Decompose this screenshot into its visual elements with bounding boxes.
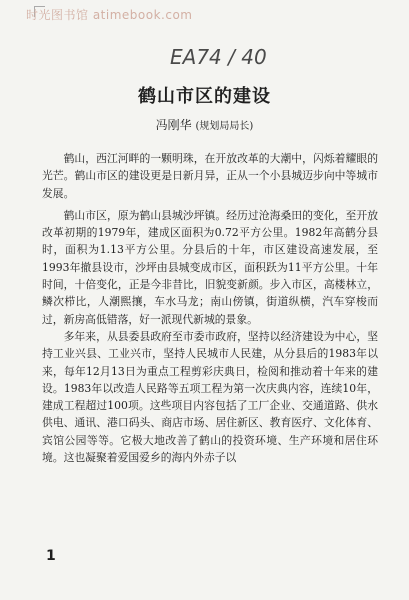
article-title: 鹤山市区的建设 [138, 86, 271, 107]
paragraph-3: 多年来，从县委县政府至市委市政府，坚持以经济建设为中心，坚持工业兴县、工业兴市，坚持人民城市人民建，从分县后的1983年以来，每年12月13日为重点工程剪彩庆典日，检阅和推动着十年来的建设。1983年以改造人民路等五项工程为第一次庆典内容，连续10年，建成工程超过100项。这些项目内容包括了工厂企业、交通道路、供水供电、通讯、港口码头、商店市场、居住新区、教育医疗、文化体育、宾馆公园等等。它极大地改善了鹤山的投资环境、生产环境和居住环境。这也凝聚着爱国爱乡的海内外赤子以 [42, 329, 378, 465]
paragraph-1: 鹤山，西江河畔的一颗明珠，在开放改革的大潮中，闪烁着耀眼的光芒。鹤山市区的建设更是日新月异，正从一个小县城迈步向中等城市发展。 [42, 152, 378, 200]
handwritten-catalog-code [168, 38, 288, 74]
author-line [0, 116, 409, 133]
author-name: 冯刚华 [155, 118, 192, 132]
paragraph-2: 鹤山市区，原为鹤山县城沙坪镇。经历过沧海桑田的变化，至开放改革初期的1979年，建成区面积为0.72平方公里。1982年高鹤分县时，面积为1.13平方公里。分县后的十年，市区建设高速发展，至1993年撤县设市，沙坪由县城变成市区，面积跃为11平方公里。十年时间，十倍变化，正是今非昔比，旧貌变新颜。步入市区，高楼林立，鳞次栉比，人潮熙攘，车水马龙；南山傍镇，街道纵横，汽车穿梭而过，新房高低错落，好一派现代新城的景象。 [42, 208, 378, 326]
author-position: (规划局局长) [195, 121, 254, 132]
article-body [42, 150, 378, 466]
watermark: 时光图书馆 atimebook.com [26, 8, 193, 22]
page-number: 1 [46, 548, 56, 564]
handwritten-code-text: EA74 / 40 [170, 45, 267, 69]
